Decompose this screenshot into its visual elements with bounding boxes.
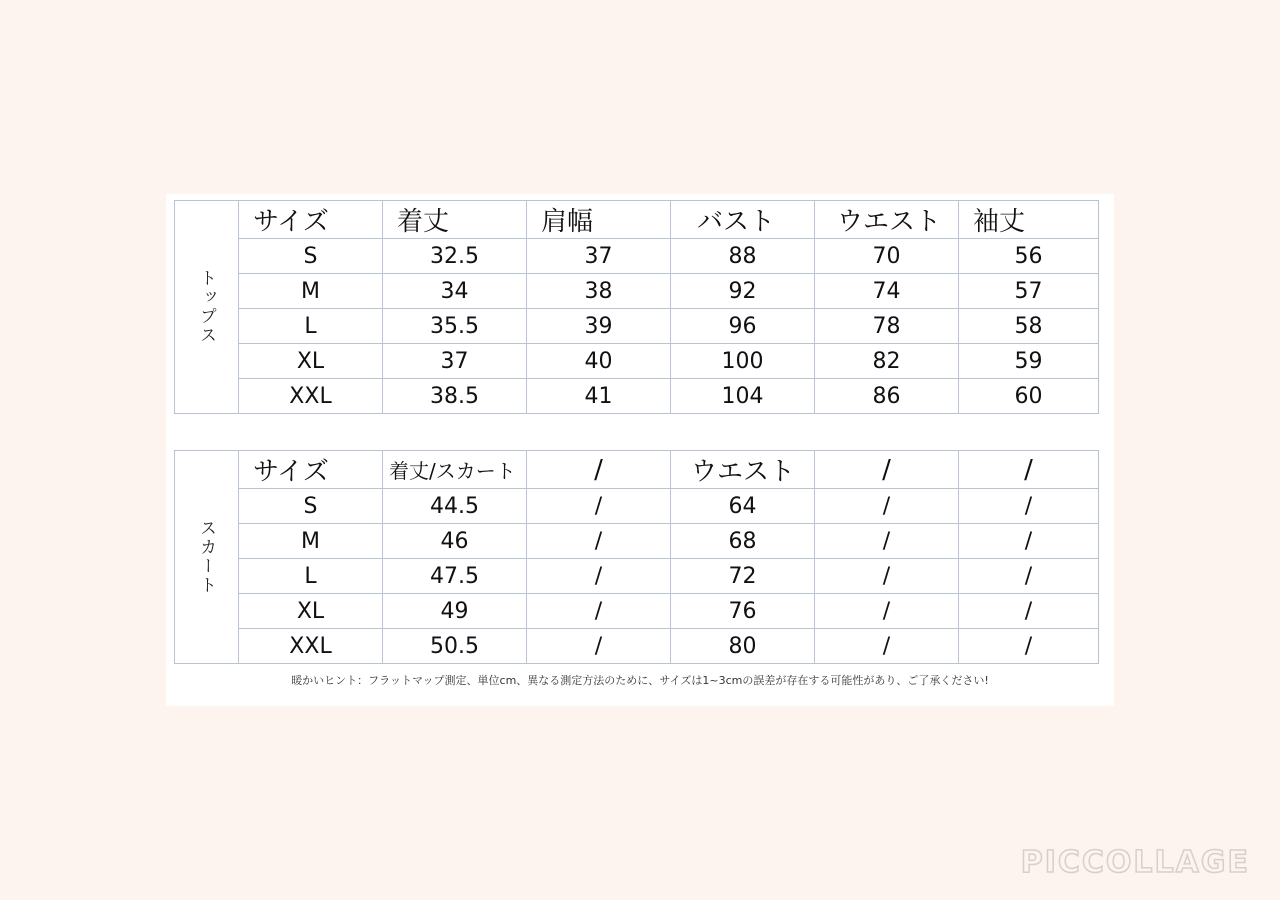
value-cell: 40	[527, 344, 671, 379]
value-cell: 74	[815, 274, 959, 309]
value-cell: /	[527, 524, 671, 559]
skirt-size-table	[174, 450, 1099, 664]
tops-header-waist: ウエスト	[815, 201, 959, 239]
size-cell: XL	[239, 344, 383, 379]
value-cell: 60	[959, 379, 1099, 414]
value-cell: 58	[959, 309, 1099, 344]
size-cell: L	[239, 559, 383, 594]
value-cell: /	[815, 629, 959, 664]
tops-size-table	[174, 200, 1099, 414]
value-cell: 38	[527, 274, 671, 309]
value-cell: 46	[383, 524, 527, 559]
value-cell: 34	[383, 274, 527, 309]
value-cell: /	[527, 594, 671, 629]
table-row	[175, 239, 1099, 274]
value-cell: 59	[959, 344, 1099, 379]
value-cell: 72	[671, 559, 815, 594]
tops-header-size: サイズ	[239, 201, 383, 239]
value-cell: 64	[671, 489, 815, 524]
table-row	[175, 524, 1099, 559]
size-cell: M	[239, 524, 383, 559]
value-cell: 56	[959, 239, 1099, 274]
value-cell: 50.5	[383, 629, 527, 664]
skirt-header-row	[175, 451, 1099, 489]
value-cell: 68	[671, 524, 815, 559]
value-cell: 38.5	[383, 379, 527, 414]
table-row	[175, 309, 1099, 344]
value-cell: 37	[527, 239, 671, 274]
value-cell: 37	[383, 344, 527, 379]
size-cell: S	[239, 489, 383, 524]
table-row	[175, 274, 1099, 309]
value-cell: /	[527, 629, 671, 664]
value-cell: 96	[671, 309, 815, 344]
value-cell: 100	[671, 344, 815, 379]
skirt-header-empty-2: /	[815, 451, 959, 489]
size-cell: S	[239, 239, 383, 274]
value-cell: 76	[671, 594, 815, 629]
value-cell: 49	[383, 594, 527, 629]
value-cell: /	[959, 594, 1099, 629]
value-cell: 41	[527, 379, 671, 414]
tops-header-row	[175, 201, 1099, 239]
value-cell: 39	[527, 309, 671, 344]
table-row	[175, 489, 1099, 524]
value-cell: 104	[671, 379, 815, 414]
value-cell: /	[815, 489, 959, 524]
tops-header-sleeve: 袖丈	[959, 201, 1099, 239]
value-cell: /	[527, 559, 671, 594]
tops-group-label: トップス	[175, 201, 239, 414]
size-cell: L	[239, 309, 383, 344]
value-cell: /	[959, 489, 1099, 524]
table-row	[175, 629, 1099, 664]
table-row	[175, 559, 1099, 594]
value-cell: 78	[815, 309, 959, 344]
skirt-header-waist: ウエスト	[671, 451, 815, 489]
value-cell: 70	[815, 239, 959, 274]
value-cell: /	[959, 559, 1099, 594]
value-cell: 82	[815, 344, 959, 379]
size-cell: XL	[239, 594, 383, 629]
value-cell: 44.5	[383, 489, 527, 524]
value-cell: 92	[671, 274, 815, 309]
skirt-header-empty-3: /	[959, 451, 1099, 489]
value-cell: 35.5	[383, 309, 527, 344]
value-cell: 32.5	[383, 239, 527, 274]
value-cell: 57	[959, 274, 1099, 309]
value-cell: /	[815, 559, 959, 594]
measurement-note: 暖かいヒント：フラットマップ測定、単位cm、異なる測定方法のために、サイズは1~3cmの誤差が存在する可能性があり、ご了承ください!	[291, 674, 989, 687]
size-chart-sheet	[166, 194, 1114, 706]
value-cell: /	[815, 594, 959, 629]
tops-header-shoulder: 肩幅	[527, 201, 671, 239]
size-cell: XXL	[239, 629, 383, 664]
size-cell: XXL	[239, 379, 383, 414]
value-cell: /	[815, 524, 959, 559]
skirt-group-label: スカート	[175, 451, 239, 664]
piccollage-watermark: PICCOLLAGE	[1020, 845, 1250, 880]
table-row	[175, 344, 1099, 379]
value-cell: 86	[815, 379, 959, 414]
skirt-header-size: サイズ	[239, 451, 383, 489]
skirt-header-empty-1: /	[527, 451, 671, 489]
value-cell: /	[959, 629, 1099, 664]
tops-header-bust: バスト	[671, 201, 815, 239]
table-row	[175, 594, 1099, 629]
size-cell: M	[239, 274, 383, 309]
value-cell: 47.5	[383, 559, 527, 594]
value-cell: /	[959, 524, 1099, 559]
value-cell: /	[527, 489, 671, 524]
table-row	[175, 379, 1099, 414]
skirt-header-length: 着丈/スカート	[383, 451, 527, 489]
value-cell: 88	[671, 239, 815, 274]
tops-header-length: 着丈	[383, 201, 527, 239]
value-cell: 80	[671, 629, 815, 664]
